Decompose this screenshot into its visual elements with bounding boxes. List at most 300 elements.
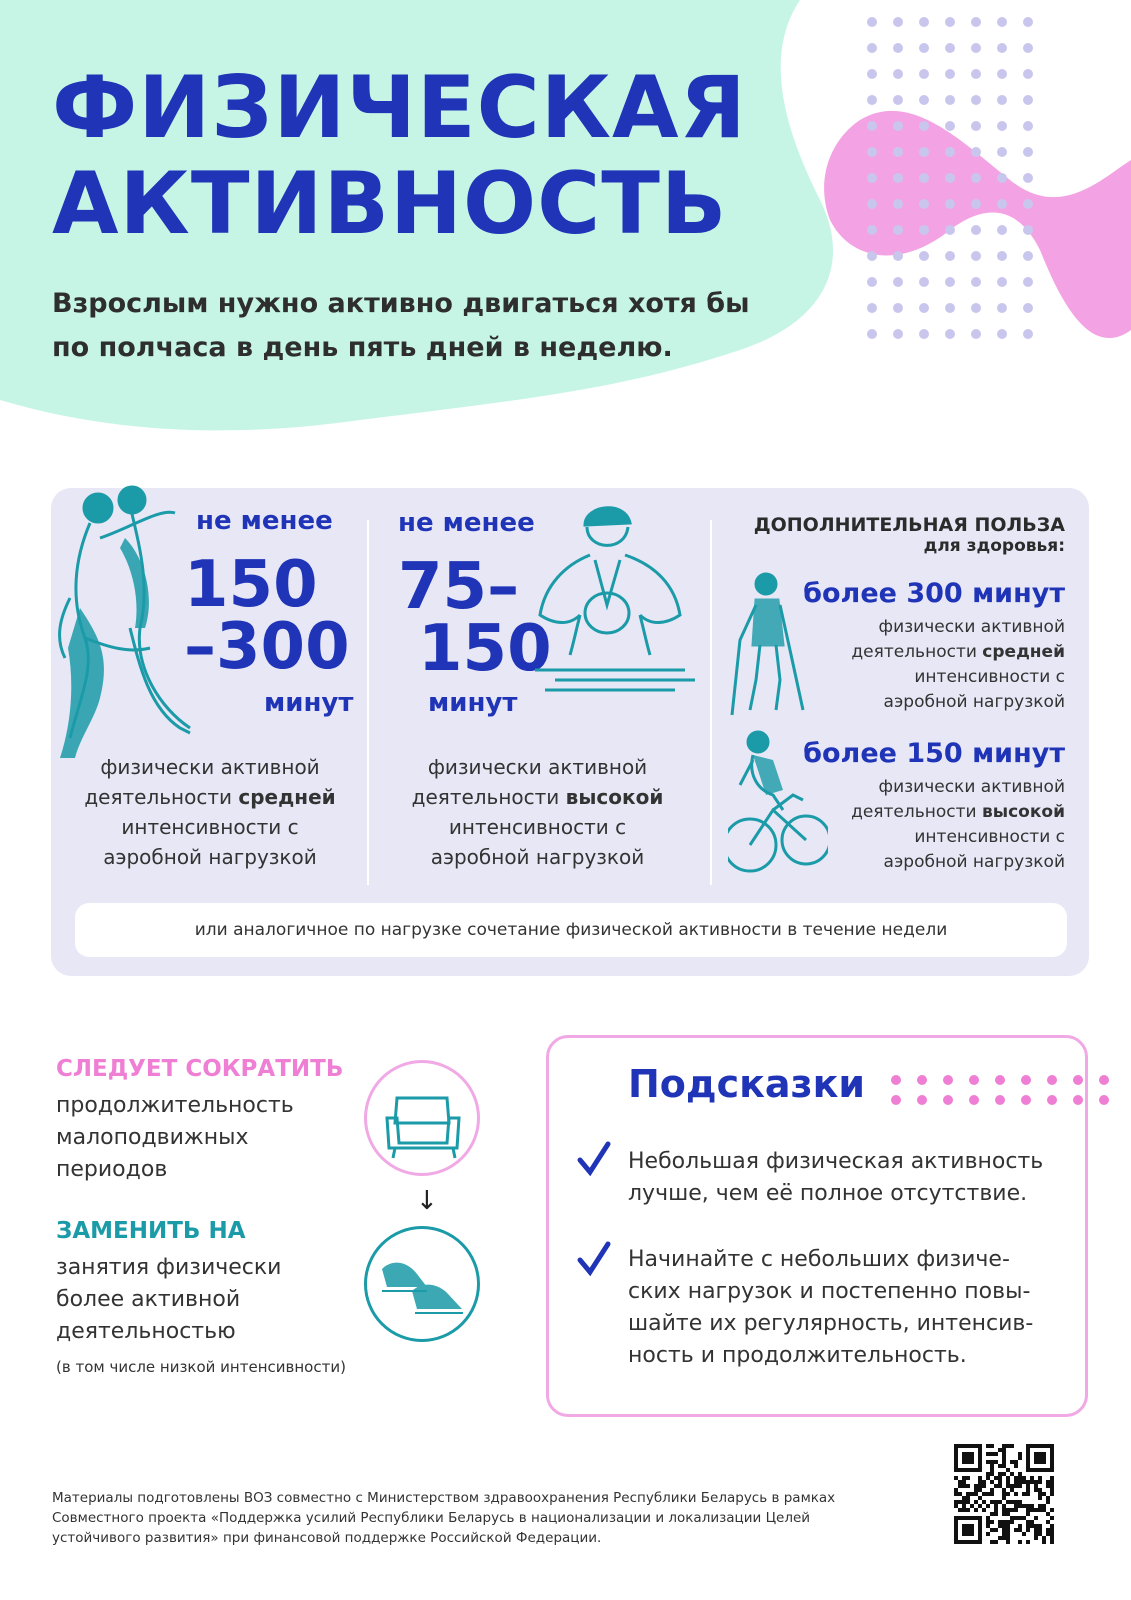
item2-title: более 150 минут bbox=[803, 738, 1065, 769]
decor-dot bbox=[893, 199, 903, 209]
qr-module bbox=[982, 1480, 986, 1484]
sneakers-icon bbox=[364, 1226, 480, 1342]
col2-prefix: не менее bbox=[398, 508, 535, 538]
decor-dot bbox=[1023, 329, 1033, 339]
decor-dot bbox=[1047, 1095, 1057, 1105]
qr-module bbox=[1018, 1516, 1022, 1520]
qr-module bbox=[1034, 1532, 1038, 1536]
qr-module bbox=[1050, 1476, 1054, 1480]
qr-module bbox=[1006, 1532, 1010, 1536]
qr-module bbox=[954, 1476, 958, 1480]
reduce-title: СЛЕДУЕТ СОКРАТИТЬ bbox=[56, 1056, 344, 1082]
qr-module bbox=[1022, 1492, 1026, 1496]
qr-module bbox=[1038, 1492, 1042, 1496]
qr-module bbox=[1006, 1484, 1010, 1488]
decor-dot bbox=[969, 1095, 979, 1105]
qr-module bbox=[1018, 1476, 1022, 1480]
qr-module bbox=[982, 1500, 986, 1504]
decor-dot bbox=[917, 1075, 927, 1085]
decor-dot bbox=[945, 173, 955, 183]
decor-dot bbox=[919, 251, 929, 261]
qr-module bbox=[1002, 1460, 1006, 1464]
qr-module bbox=[1014, 1528, 1018, 1532]
qr-module bbox=[1010, 1488, 1014, 1492]
qr-module bbox=[986, 1516, 990, 1520]
decor-dot bbox=[919, 303, 929, 313]
qr-module bbox=[986, 1460, 990, 1464]
qr-module bbox=[1038, 1524, 1042, 1528]
decor-dot bbox=[971, 173, 981, 183]
decor-dot bbox=[919, 95, 929, 105]
qr-module bbox=[1038, 1488, 1042, 1492]
qr-module bbox=[1046, 1532, 1050, 1536]
qr-module bbox=[1006, 1468, 1010, 1472]
decor-dot bbox=[893, 69, 903, 79]
qr-module bbox=[1034, 1480, 1038, 1484]
decor-dot bbox=[971, 121, 981, 131]
qr-module bbox=[1002, 1456, 1006, 1460]
qr-module bbox=[1022, 1516, 1026, 1520]
qr-module bbox=[1042, 1540, 1046, 1544]
checkmark-icon bbox=[576, 1240, 612, 1278]
qr-module bbox=[1050, 1524, 1054, 1528]
decor-dot bbox=[945, 277, 955, 287]
qr-module bbox=[966, 1508, 970, 1512]
decor-dot bbox=[867, 43, 877, 53]
qr-module bbox=[1006, 1492, 1010, 1496]
qr-module bbox=[1026, 1488, 1030, 1492]
qr-module bbox=[1014, 1492, 1018, 1496]
qr-module bbox=[982, 1492, 986, 1496]
decor-dot bbox=[945, 43, 955, 53]
decor-dot bbox=[917, 1095, 927, 1105]
decor-dot bbox=[945, 303, 955, 313]
qr-module bbox=[1030, 1520, 1034, 1524]
col2-num-line1: 75– bbox=[398, 550, 520, 624]
title-line-1: ФИЗИЧЕСКАЯ bbox=[52, 58, 747, 158]
qr-module bbox=[1010, 1444, 1014, 1448]
decor-dot bbox=[971, 69, 981, 79]
qr-module bbox=[998, 1448, 1002, 1452]
qr-module bbox=[1010, 1500, 1014, 1504]
dancers-illustration bbox=[40, 478, 200, 768]
qr-module bbox=[1038, 1508, 1042, 1512]
qr-module bbox=[986, 1492, 990, 1496]
qr-module bbox=[1006, 1444, 1010, 1448]
decor-dot bbox=[971, 303, 981, 313]
qr-module bbox=[1026, 1492, 1030, 1496]
decor-dot bbox=[867, 251, 877, 261]
qr-module bbox=[1006, 1520, 1010, 1524]
col1-unit: минут bbox=[264, 688, 354, 718]
qr-module bbox=[990, 1540, 994, 1544]
decor-dot bbox=[971, 43, 981, 53]
qr-module bbox=[1034, 1536, 1038, 1540]
qr-module bbox=[1038, 1480, 1042, 1484]
decor-dot bbox=[971, 147, 981, 157]
qr-module bbox=[990, 1512, 994, 1516]
qr-module bbox=[974, 1488, 978, 1492]
qr-module bbox=[994, 1528, 998, 1532]
decor-dot bbox=[1099, 1075, 1109, 1085]
decor-dot bbox=[1023, 147, 1033, 157]
qr-module bbox=[994, 1500, 998, 1504]
qr-module bbox=[962, 1496, 966, 1500]
decor-dot bbox=[867, 173, 877, 183]
qr-module bbox=[1018, 1480, 1022, 1484]
qr-module bbox=[1014, 1504, 1018, 1508]
col1-num-line2: –300 bbox=[184, 610, 350, 684]
decor-dot bbox=[945, 329, 955, 339]
qr-module bbox=[982, 1508, 986, 1512]
decor-dot bbox=[919, 199, 929, 209]
qr-module bbox=[1026, 1480, 1030, 1484]
qr-module bbox=[1030, 1508, 1034, 1512]
qr-module bbox=[966, 1476, 970, 1480]
qr-module bbox=[958, 1484, 962, 1488]
decor-dot bbox=[919, 329, 929, 339]
qr-module bbox=[1002, 1492, 1006, 1496]
decor-dot bbox=[945, 199, 955, 209]
qr-module bbox=[958, 1492, 962, 1496]
col1-description: физически активной деятельности средней интенсивности с аэробной нагрузкой bbox=[84, 755, 336, 869]
qr-module bbox=[1002, 1532, 1006, 1536]
decor-dot bbox=[997, 251, 1007, 261]
qr-module bbox=[986, 1452, 990, 1456]
qr-module bbox=[974, 1508, 978, 1512]
qr-module bbox=[958, 1480, 962, 1484]
decor-dot bbox=[1023, 225, 1033, 235]
decor-dot bbox=[997, 329, 1007, 339]
decor-dot bbox=[1023, 199, 1033, 209]
decor-dot bbox=[893, 277, 903, 287]
decor-dot bbox=[891, 1095, 901, 1105]
decor-dot bbox=[945, 121, 955, 131]
replace-text: занятия физически более активной деятельностью bbox=[56, 1255, 282, 1344]
qr-module bbox=[966, 1496, 970, 1500]
tips-title: Подсказки bbox=[628, 1062, 866, 1106]
qr-module bbox=[1034, 1484, 1038, 1488]
decor-dot bbox=[867, 277, 877, 287]
decor-dot bbox=[919, 277, 929, 287]
qr-module bbox=[1034, 1516, 1038, 1520]
col3-heading: ДОПОЛНИТЕЛЬНАЯ ПОЛЬЗА для здоровья: bbox=[753, 514, 1065, 556]
qr-module bbox=[954, 1500, 958, 1504]
qr-module bbox=[1014, 1476, 1018, 1480]
decor-dot bbox=[1023, 43, 1033, 53]
decor-dot bbox=[893, 173, 903, 183]
qr-module bbox=[962, 1480, 966, 1484]
decor-dot bbox=[997, 303, 1007, 313]
qr-module bbox=[1006, 1512, 1010, 1516]
col2-num-line2: 150 bbox=[418, 612, 552, 686]
qr-module bbox=[998, 1520, 1002, 1524]
qr-module bbox=[1018, 1504, 1022, 1508]
page-title bbox=[52, 60, 747, 252]
qr-module bbox=[990, 1472, 994, 1476]
decor-dot bbox=[971, 95, 981, 105]
qr-module bbox=[1006, 1528, 1010, 1532]
decor-dot bbox=[997, 69, 1007, 79]
qr-module bbox=[1010, 1508, 1014, 1512]
qr-module bbox=[986, 1504, 990, 1508]
replace-title: ЗАМЕНИТЬ НА bbox=[56, 1218, 246, 1244]
qr-module bbox=[970, 1492, 974, 1496]
qr-module bbox=[978, 1488, 982, 1492]
qr-module bbox=[978, 1476, 982, 1480]
qr-module bbox=[1018, 1500, 1022, 1504]
qr-module bbox=[1038, 1504, 1042, 1508]
arrow-down-icon: ↓ bbox=[416, 1186, 438, 1216]
decor-dot bbox=[893, 303, 903, 313]
qr-module bbox=[1046, 1480, 1050, 1484]
qr-module bbox=[1006, 1500, 1010, 1504]
decor-dot bbox=[971, 17, 981, 27]
qr-module bbox=[1002, 1448, 1006, 1452]
item1-title: более 300 минут bbox=[803, 578, 1065, 609]
intro-text bbox=[52, 282, 852, 370]
decor-dot bbox=[893, 251, 903, 261]
decor-dot bbox=[867, 225, 877, 235]
qr-module bbox=[998, 1500, 1002, 1504]
qr-module bbox=[1050, 1508, 1054, 1512]
qr-module bbox=[998, 1524, 1002, 1528]
qr-module bbox=[982, 1484, 986, 1488]
qr-module bbox=[1050, 1484, 1054, 1488]
qr-module bbox=[1006, 1480, 1010, 1484]
decor-dot bbox=[1047, 1075, 1057, 1085]
qr-module bbox=[1002, 1536, 1006, 1540]
qr-module bbox=[1030, 1504, 1034, 1508]
checkmark-icon bbox=[576, 1140, 612, 1178]
decor-dot bbox=[971, 329, 981, 339]
decor-dot bbox=[1021, 1095, 1031, 1105]
qr-module bbox=[1022, 1532, 1026, 1536]
decor-dot bbox=[997, 121, 1007, 131]
reduce-text: продолжительность малоподвижных периодов bbox=[56, 1093, 294, 1182]
qr-module bbox=[1026, 1508, 1030, 1512]
qr-module bbox=[1050, 1480, 1054, 1484]
qr-module bbox=[994, 1540, 998, 1544]
decor-dot bbox=[945, 69, 955, 79]
qr-module bbox=[978, 1480, 982, 1484]
qr-module bbox=[1042, 1536, 1046, 1540]
qr-module bbox=[962, 1504, 966, 1508]
qr-module bbox=[1002, 1452, 1006, 1456]
qr-module bbox=[1050, 1528, 1054, 1532]
decor-dot bbox=[893, 147, 903, 157]
qr-module bbox=[1026, 1524, 1030, 1528]
qr-module bbox=[1034, 1524, 1038, 1528]
qr-module bbox=[962, 1500, 966, 1504]
qr-module bbox=[994, 1452, 998, 1456]
qr-module bbox=[958, 1500, 962, 1504]
qr-module bbox=[962, 1508, 966, 1512]
decor-dot bbox=[919, 69, 929, 79]
qr-module bbox=[1030, 1524, 1034, 1528]
qr-module bbox=[1018, 1484, 1022, 1488]
qr-module bbox=[990, 1492, 994, 1496]
decor-dot bbox=[867, 199, 877, 209]
decor-dot bbox=[867, 329, 877, 339]
qr-module bbox=[1010, 1520, 1014, 1524]
decor-dot bbox=[945, 147, 955, 157]
decor-dot bbox=[1023, 277, 1033, 287]
decor-dot bbox=[1021, 1075, 1031, 1085]
qr-module bbox=[1046, 1512, 1050, 1516]
qr-module bbox=[1014, 1500, 1018, 1504]
qr-module bbox=[1022, 1480, 1026, 1484]
qr-module bbox=[994, 1460, 998, 1464]
divider-2 bbox=[710, 520, 712, 885]
qr-module bbox=[986, 1524, 990, 1528]
qr-module bbox=[1046, 1496, 1050, 1500]
qr-module bbox=[990, 1520, 994, 1524]
qr-module bbox=[1038, 1532, 1042, 1536]
armchair-icon bbox=[364, 1060, 480, 1176]
qr-module bbox=[986, 1520, 990, 1524]
title-line-2: АКТИВНОСТЬ bbox=[52, 154, 728, 254]
decor-dot bbox=[919, 43, 929, 53]
col1-num-line1: 150 bbox=[184, 548, 318, 622]
decor-dot bbox=[919, 17, 929, 27]
qr-module bbox=[1046, 1500, 1050, 1504]
qr-module bbox=[1014, 1464, 1018, 1468]
qr-module bbox=[974, 1484, 978, 1488]
col2-description: физически активной деятельности высокой интенсивности с аэробной нагрузкой bbox=[411, 755, 664, 869]
decor-dot bbox=[1023, 173, 1033, 183]
decor-dot bbox=[1023, 121, 1033, 131]
qr-module bbox=[1014, 1516, 1018, 1520]
swimmer-illustration bbox=[525, 495, 700, 715]
decor-dot bbox=[1023, 17, 1033, 27]
qr-module bbox=[974, 1492, 978, 1496]
decor-dot bbox=[995, 1095, 1005, 1105]
decor-dot bbox=[997, 43, 1007, 53]
qr-module bbox=[1018, 1540, 1022, 1544]
qr-module bbox=[1030, 1476, 1034, 1480]
qr-module bbox=[998, 1476, 1002, 1480]
qr-module bbox=[986, 1444, 990, 1448]
decor-dot bbox=[995, 1075, 1005, 1085]
qr-module bbox=[990, 1464, 994, 1468]
qr-module bbox=[1042, 1504, 1046, 1508]
qr-module bbox=[974, 1500, 978, 1504]
panel-footer-note: или аналогичное по нагрузке сочетание физической активности в течение недели bbox=[75, 903, 1067, 957]
armchair-drawing bbox=[367, 1063, 477, 1173]
col1-prefix: не менее bbox=[196, 506, 333, 536]
qr-module bbox=[994, 1484, 998, 1488]
qr-module bbox=[1050, 1536, 1054, 1540]
qr-module bbox=[998, 1472, 1002, 1476]
footer-credits: Материалы подготовлены ВОЗ совместно с Министерством здравоохранения Республики Беларусь в рамках Совместного проекта «Поддержка усилий Республики Беларусь в национализации и локализации Целей устойчивого развития» при финансовой поддержке Российской Федерации. bbox=[52, 1490, 836, 1546]
qr-module bbox=[990, 1480, 994, 1484]
decor-dot bbox=[919, 225, 929, 235]
decor-dot bbox=[867, 95, 877, 105]
item1-description: физически активной деятельности средней интенсивности с аэробной нагрузкой bbox=[851, 617, 1065, 712]
qr-module bbox=[998, 1484, 1002, 1488]
decor-dot bbox=[1099, 1095, 1109, 1105]
decor-dot bbox=[1023, 95, 1033, 105]
divider-1 bbox=[367, 520, 369, 885]
qr-module bbox=[1034, 1452, 1046, 1464]
qr-module bbox=[1006, 1476, 1010, 1480]
col2-unit: минут bbox=[428, 688, 518, 718]
decor-dot bbox=[945, 17, 955, 27]
qr-module bbox=[1026, 1504, 1030, 1508]
qr-module bbox=[990, 1468, 994, 1472]
qr-module bbox=[1026, 1512, 1030, 1516]
decor-dot bbox=[997, 199, 1007, 209]
decor-dot bbox=[891, 1075, 901, 1085]
qr-module bbox=[990, 1500, 994, 1504]
decor-dot bbox=[997, 17, 1007, 27]
qr-module bbox=[986, 1476, 990, 1480]
qr-module bbox=[1034, 1508, 1038, 1512]
decor-dot bbox=[893, 95, 903, 105]
decor-dot bbox=[997, 225, 1007, 235]
decor-dot bbox=[971, 199, 981, 209]
qr-module bbox=[990, 1452, 994, 1456]
decor-dot bbox=[997, 277, 1007, 287]
decor-dot bbox=[1023, 251, 1033, 261]
qr-module bbox=[1002, 1520, 1006, 1524]
qr-module bbox=[1026, 1520, 1030, 1524]
decor-dot bbox=[867, 303, 877, 313]
decor-dot bbox=[867, 69, 877, 79]
qr-module bbox=[1034, 1488, 1038, 1492]
decor-dot bbox=[945, 95, 955, 105]
qr-module bbox=[1002, 1444, 1006, 1448]
qr-module bbox=[986, 1472, 990, 1476]
qr-module bbox=[966, 1484, 970, 1488]
intro-line-2: по полчаса в день пять дней в неделю. bbox=[52, 332, 673, 363]
qr-module bbox=[954, 1492, 958, 1496]
qr-module bbox=[1050, 1516, 1054, 1520]
qr-module bbox=[1014, 1484, 1018, 1488]
qr-module bbox=[1010, 1484, 1014, 1488]
qr-module bbox=[1002, 1496, 1006, 1500]
replace-note: (в том числе низкой интенсивности) bbox=[56, 1358, 346, 1376]
qr-module bbox=[998, 1536, 1002, 1540]
qr-module bbox=[990, 1488, 994, 1492]
qr-module bbox=[1042, 1492, 1046, 1496]
sneakers-drawing bbox=[367, 1229, 477, 1339]
qr-module bbox=[1050, 1540, 1054, 1544]
qr-code[interactable] bbox=[954, 1444, 1054, 1544]
qr-module bbox=[1002, 1464, 1006, 1468]
qr-module bbox=[958, 1508, 962, 1512]
tips-dot-row bbox=[890, 1072, 1130, 1112]
decor-dot bbox=[867, 121, 877, 131]
qr-module bbox=[1050, 1492, 1054, 1496]
decor-dot bbox=[1023, 303, 1033, 313]
decor-dot bbox=[893, 329, 903, 339]
qr-module bbox=[1014, 1508, 1018, 1512]
qr-module bbox=[1038, 1496, 1042, 1500]
tip-2: Начинайте с небольших физиче- ских нагрузок и постепенно повы- шайте их регулярность, интенсив- ность и продолжительность. bbox=[628, 1247, 1034, 1368]
qr-module bbox=[1010, 1472, 1014, 1476]
qr-module bbox=[1026, 1540, 1030, 1544]
decor-dot bbox=[893, 225, 903, 235]
qr-module bbox=[1034, 1528, 1038, 1532]
decor-dot bbox=[919, 147, 929, 157]
qr-module bbox=[962, 1484, 966, 1488]
qr-module bbox=[1002, 1528, 1006, 1532]
qr-module bbox=[954, 1504, 958, 1508]
qr-module bbox=[1046, 1484, 1050, 1488]
decor-dot bbox=[971, 277, 981, 287]
